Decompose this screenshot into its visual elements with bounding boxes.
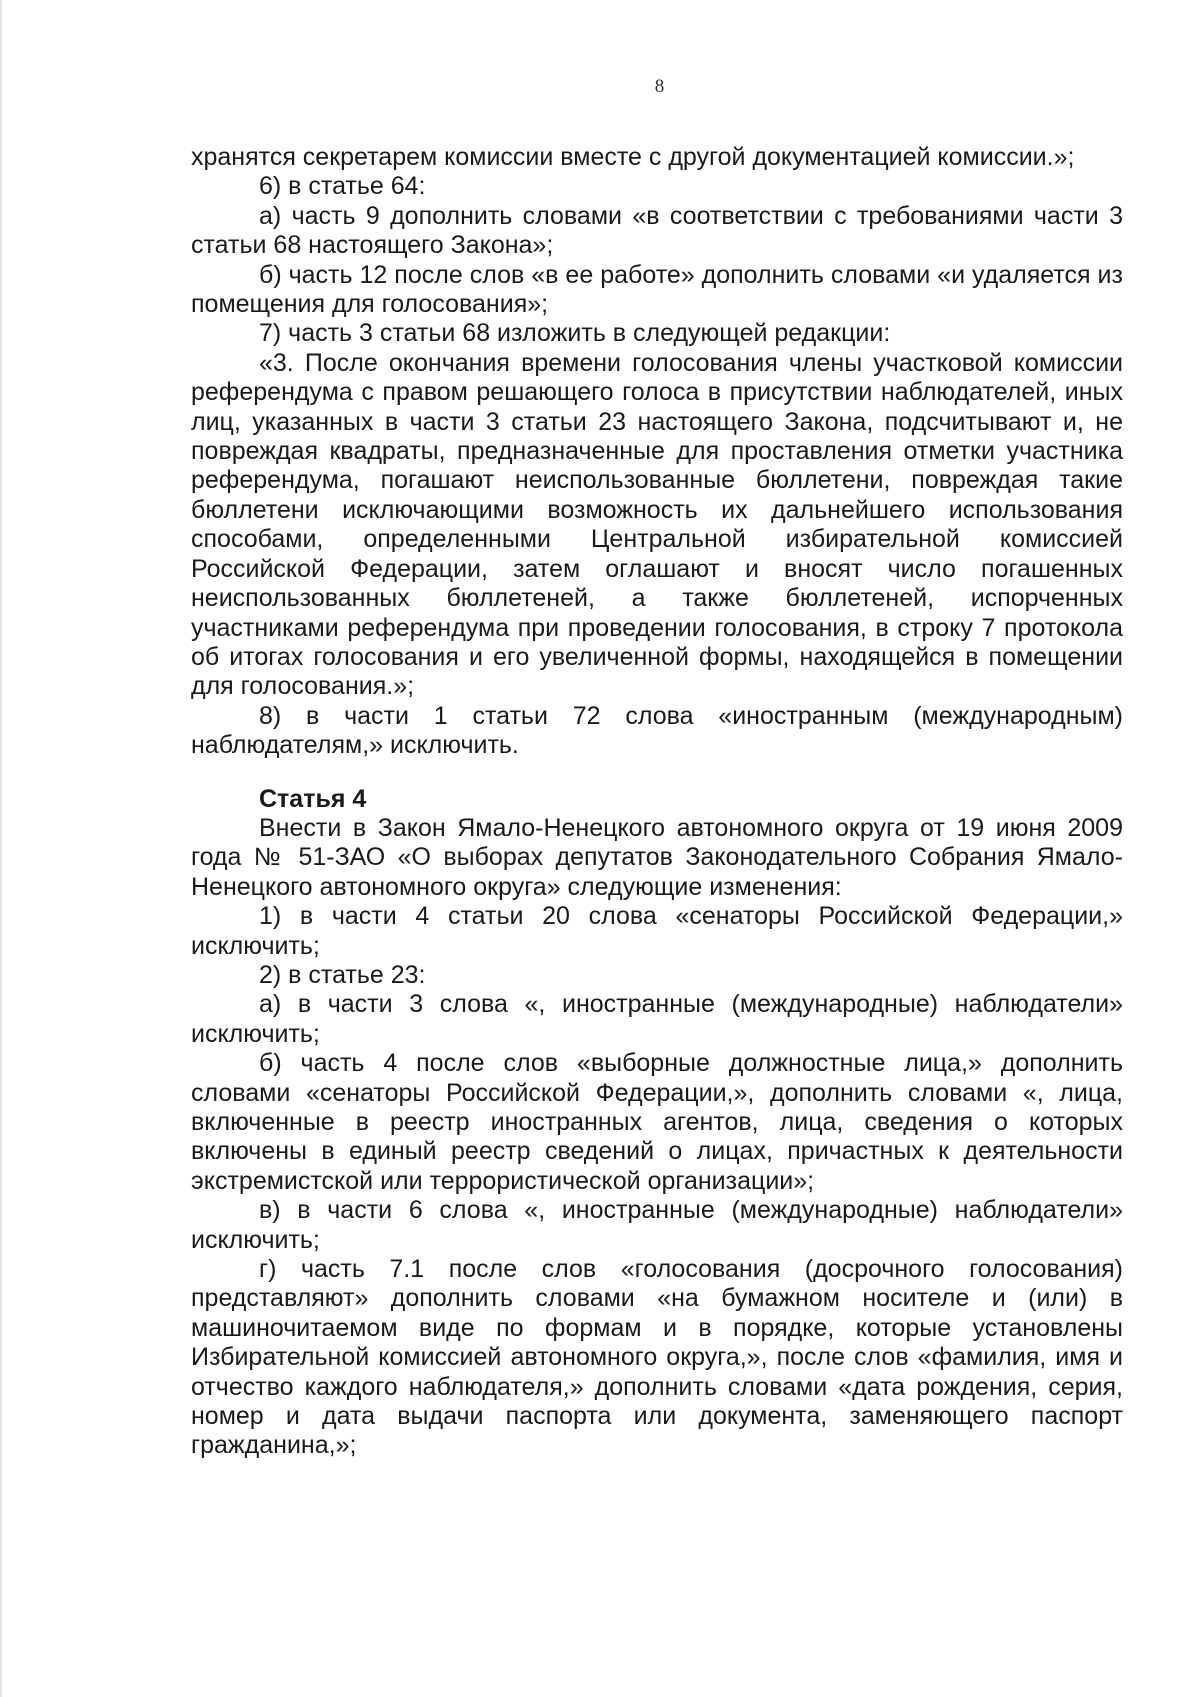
paragraph-item-1: 1) в части 4 статьи 20 слова «сенаторы Российской Федерации,» исключить; bbox=[191, 902, 1123, 960]
paragraph-item-7: 7) часть 3 статьи 68 изложить в следующей редакции: bbox=[259, 319, 891, 348]
paragraph-item-2: 2) в статье 23: bbox=[259, 960, 426, 989]
paragraph-item-6: 6) в статье 64: bbox=[259, 172, 426, 201]
paragraph-item-8: 8) в части 1 статьи 72 слова «иностранным (международным) наблюдателям,» исключить. bbox=[191, 701, 1123, 760]
paragraph-article-4-intro: Внести в Закон Ямало-Ненецкого автономного округа от 19 июня 2009 года № 51-ЗАО «О выборах депутатов Законодательного Собрания Ямало-Ненецкого автономного округа» следующие изменения: bbox=[191, 813, 1123, 901]
document-body bbox=[191, 143, 1123, 1461]
paragraph-quoted-part-3: «3. После окончания времени голосования члены участковой комиссии референдума с правом решающего голоса в присутствии наблюдателей, иных лиц, указанных в части 3 статьи 23 настоящего Закона, подсчитывают и, не повреждая квадраты, предназначенные для проставления отметки участника референдума, погашают неиспользованные бюллетени, повреждая такие бюллетени исключающими возможность их дальнейшего использования способами, определенными Центральной избирательной комиссией Российской Федерации, затем оглашают и вносят число погашенных неиспользованных бюллетеней, а также бюллетеней, испорченных участниками референдума при проведении голосования, в строку 7 протокола об итогах голосования и его увеличенной формы, находящейся в помещении для голосования.»; bbox=[191, 348, 1123, 701]
paragraph-item-2b: б) часть 4 после слов «выборные должностные лица,» дополнить словами «сенаторы Российской Федерации,», дополнить словами «, лица, включенные в реестр иностранных агентов, лица, сведения о которых включены в единый реестр сведений о лицах, причастных к деятельности экстремистской или террористической организации»; bbox=[191, 1049, 1123, 1195]
paragraph-item-2g: г) часть 7.1 после слов «голосования (досрочного голосования) представляют» дополнить словами «на бумажном носителе и (или) в машиночитаемом виде по формам и в порядке, которые установлены Избирательной комиссией автономного округа,», после слов «фамилия, имя и отчество каждого наблюдателя,» дополнить словами «дата рождения, серия, номер и дата выдачи паспорта или документа, заменяющего паспорт гражданина,»; bbox=[191, 1255, 1123, 1460]
page-number: 8 bbox=[654, 76, 665, 97]
paragraph-item-6b: б) часть 12 после слов «в ее работе» дополнить словами «и удаляется из помещения для голосования»; bbox=[191, 260, 1123, 319]
paragraph-item-6a: а) часть 9 дополнить словами «в соответствии с требованиями части 3 статьи 68 настоящего Закона»; bbox=[191, 201, 1123, 260]
page-edge bbox=[0, 0, 3, 1697]
paragraph-item-2a: а) в части 3 слова «, иностранные (международные) наблюдатели» исключить; bbox=[191, 990, 1123, 1048]
paragraph-item-2v: в) в части 6 слова «, иностранные (международные) наблюдатели» исключить; bbox=[191, 1196, 1123, 1254]
article-heading: Статья 4 bbox=[259, 784, 367, 813]
paragraph-continuation: хранятся секретарем комиссии вместе с другой документацией комиссии.»; bbox=[191, 143, 1075, 171]
